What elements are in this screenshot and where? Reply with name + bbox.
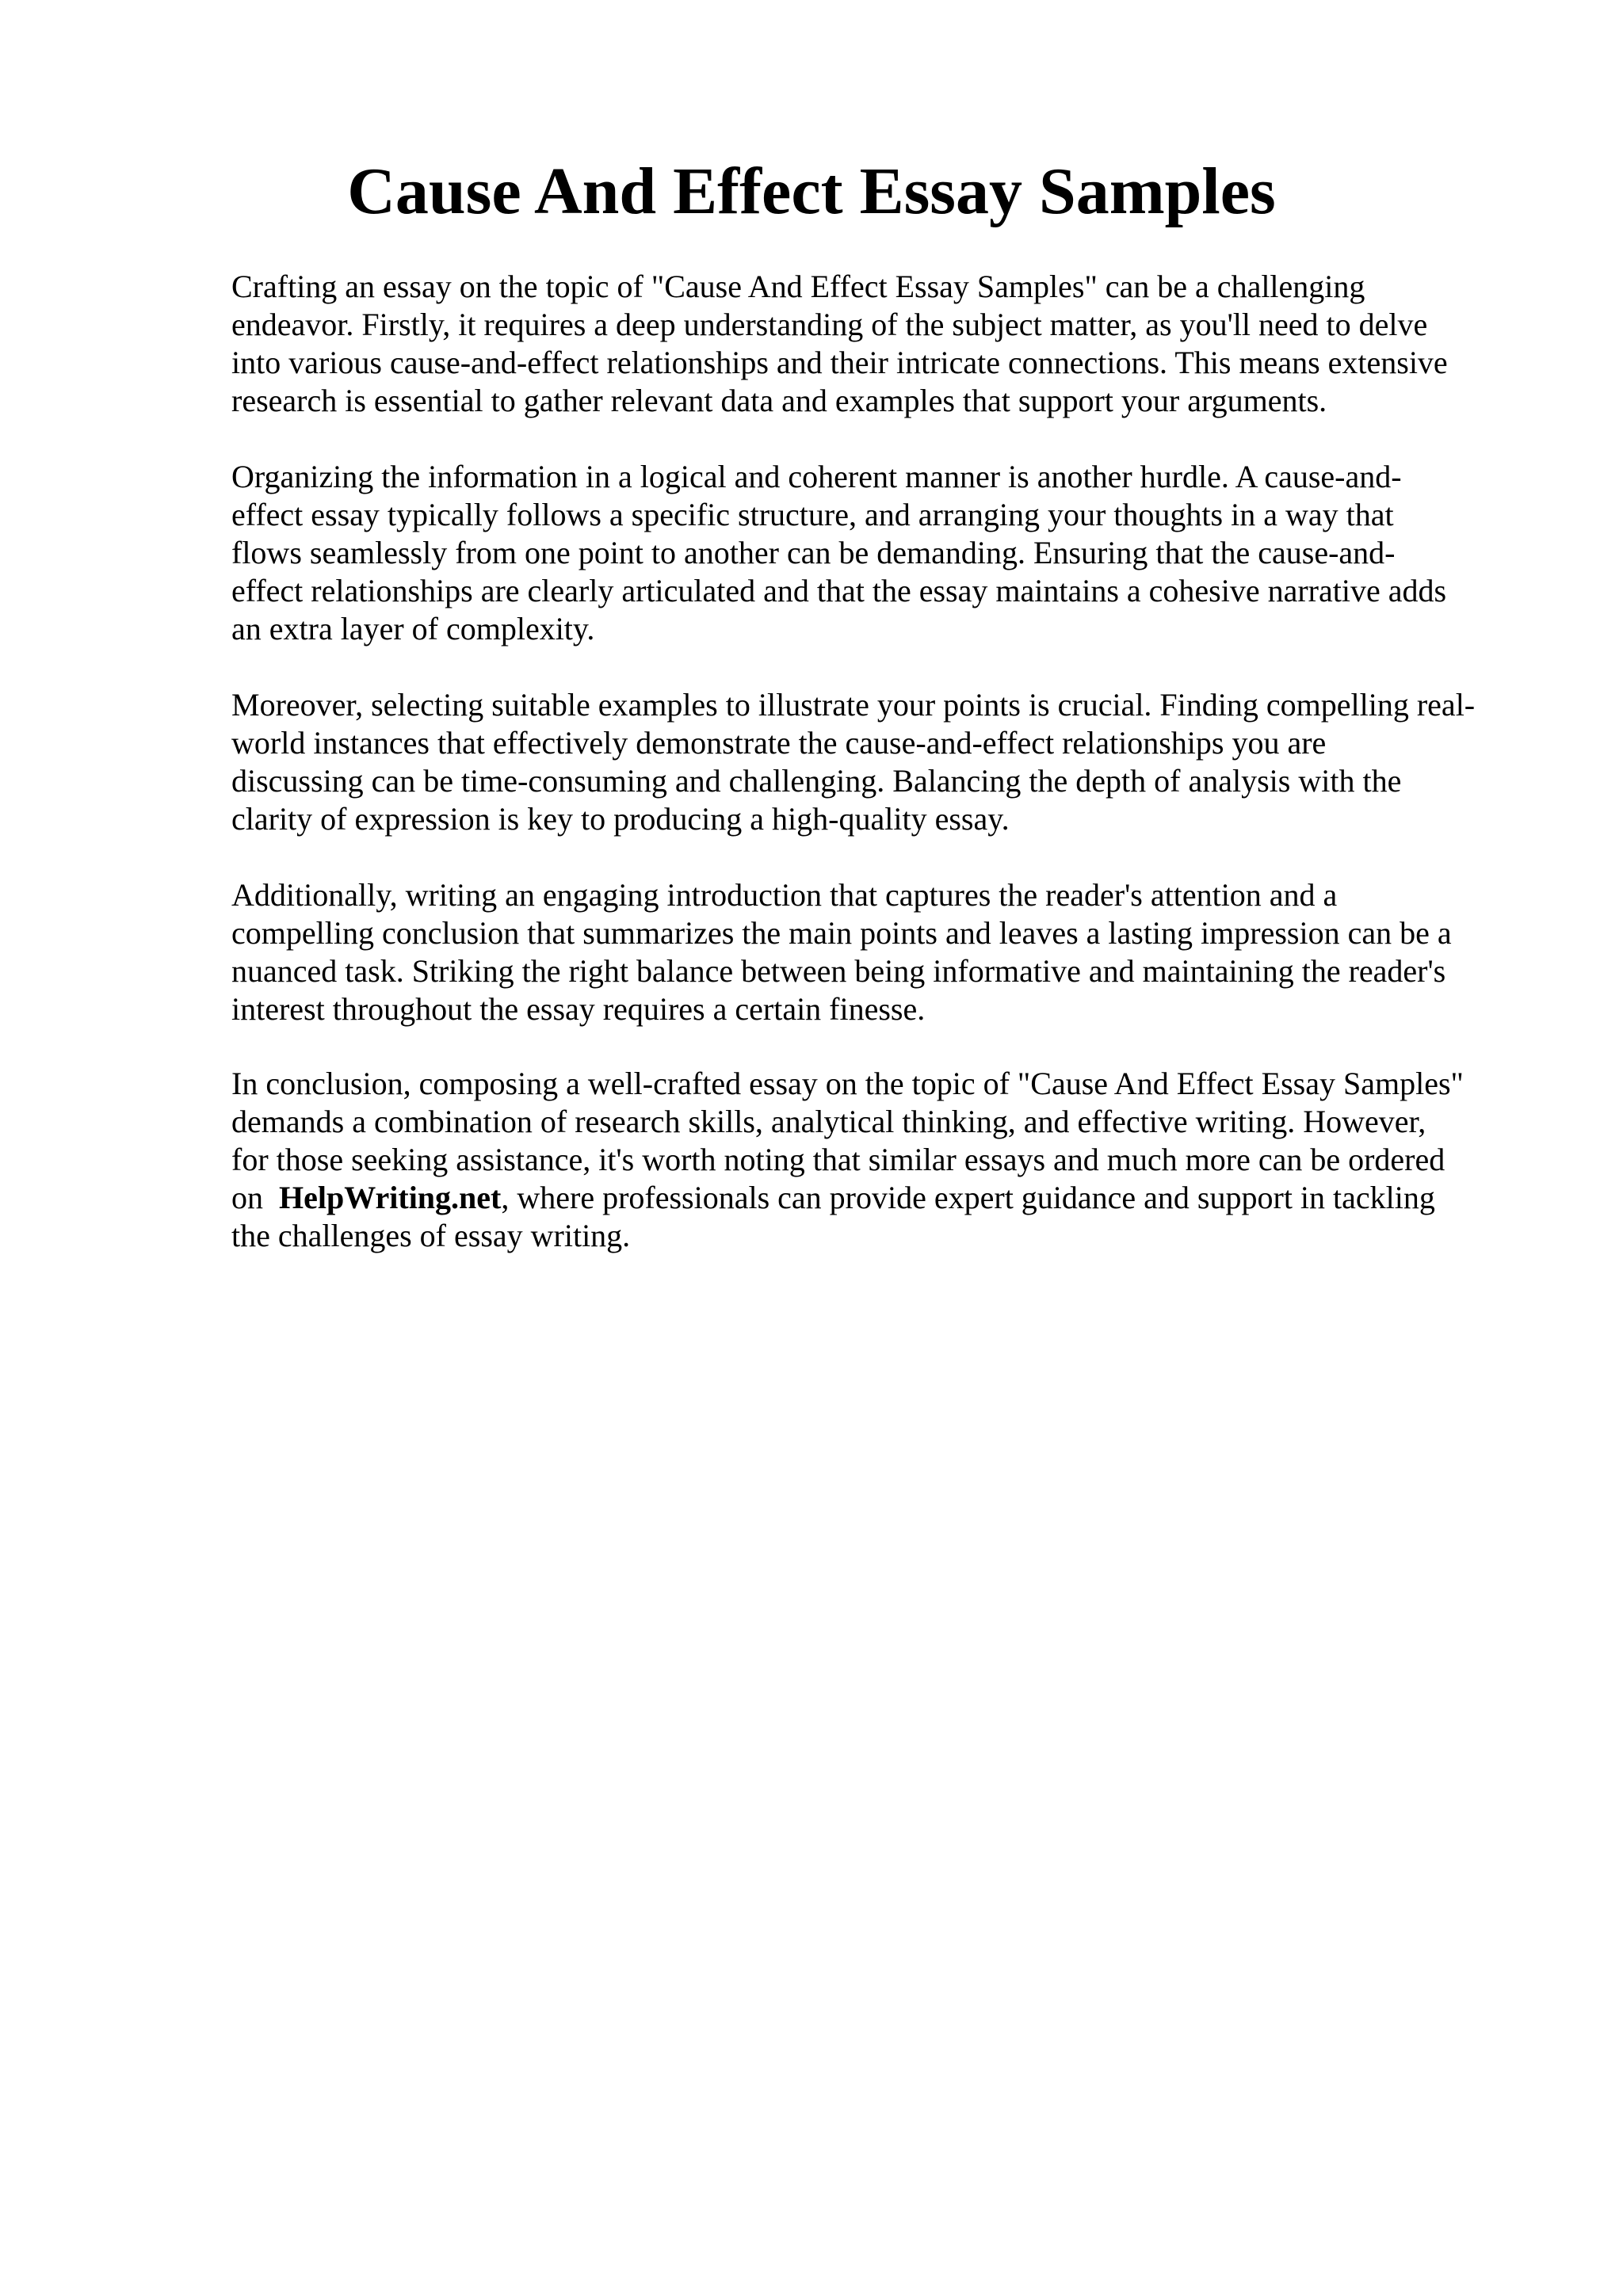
- text-line: discussing can be time-consuming and challenging. Balancing the depth of analysis with the: [231, 763, 1402, 799]
- paragraph-4: [231, 876, 1547, 1028]
- text-line: Organizing the information in a logical and coherent manner is another hurdle. A cause-and-: [231, 459, 1402, 494]
- text-line: research is essential to gather relevant data and examples that support your arguments.: [231, 383, 1327, 418]
- text-fragment: , where professionals can provide expert guidance and support in tackling: [501, 1180, 1435, 1215]
- text-line: demands a combination of research skills, analytical thinking, and effective writing. However,: [231, 1104, 1426, 1139]
- helpwriting-link[interactable]: HelpWriting.net: [279, 1180, 502, 1215]
- text-line: effect essay typically follows a specific structure, and arranging your thoughts in a way that: [231, 497, 1394, 532]
- text-fragment: on: [231, 1180, 263, 1215]
- paragraph-2: [231, 458, 1547, 648]
- text-line: compelling conclusion that summarizes the main points and leaves a lasting impression can be a: [231, 915, 1452, 951]
- text-line: for those seeking assistance, it's worth noting that similar essays and much more can be ordered: [231, 1142, 1445, 1177]
- text-line: clarity of expression is key to producing a high-quality essay.: [231, 801, 1010, 837]
- text-line: nuanced task. Striking the right balance between being informative and maintaining the reader's: [231, 953, 1446, 989]
- text-line: an extra layer of complexity.: [231, 611, 595, 646]
- page-title: Cause And Effect Essay Samples: [347, 154, 1276, 228]
- text-line: endeavor. Firstly, it requires a deep understanding of the subject matter, as you'll need to delve: [231, 307, 1428, 342]
- text-line: In conclusion, composing a well-crafted essay on the topic of "Cause And Effect Essay Samples": [231, 1066, 1464, 1101]
- paragraph-5: [231, 1065, 1547, 1255]
- paragraph-1: [231, 268, 1547, 420]
- paragraph-3: [231, 686, 1547, 838]
- link-line: [231, 1179, 1547, 1217]
- text-line: Additionally, writing an engaging introduction that captures the reader's attention and a: [231, 877, 1338, 913]
- text-line: into various cause-and-effect relationships and their intricate connections. This means extensive: [231, 345, 1448, 380]
- text-line: Crafting an essay on the topic of "Cause And Effect Essay Samples" can be a challenging: [231, 269, 1365, 304]
- text-line: effect relationships are clearly articulated and that the essay maintains a cohesive narrative adds: [231, 573, 1447, 608]
- text-line: Moreover, selecting suitable examples to illustrate your points is crucial. Finding compelling real-: [231, 687, 1476, 723]
- text-line: interest throughout the essay requires a certain finesse.: [231, 991, 926, 1027]
- text-line: flows seamlessly from one point to another can be demanding. Ensuring that the cause-and-: [231, 535, 1396, 570]
- text-line: world instances that effectively demonstrate the cause-and-effect relationships you are: [231, 725, 1327, 761]
- text-line: the challenges of essay writing.: [231, 1218, 631, 1253]
